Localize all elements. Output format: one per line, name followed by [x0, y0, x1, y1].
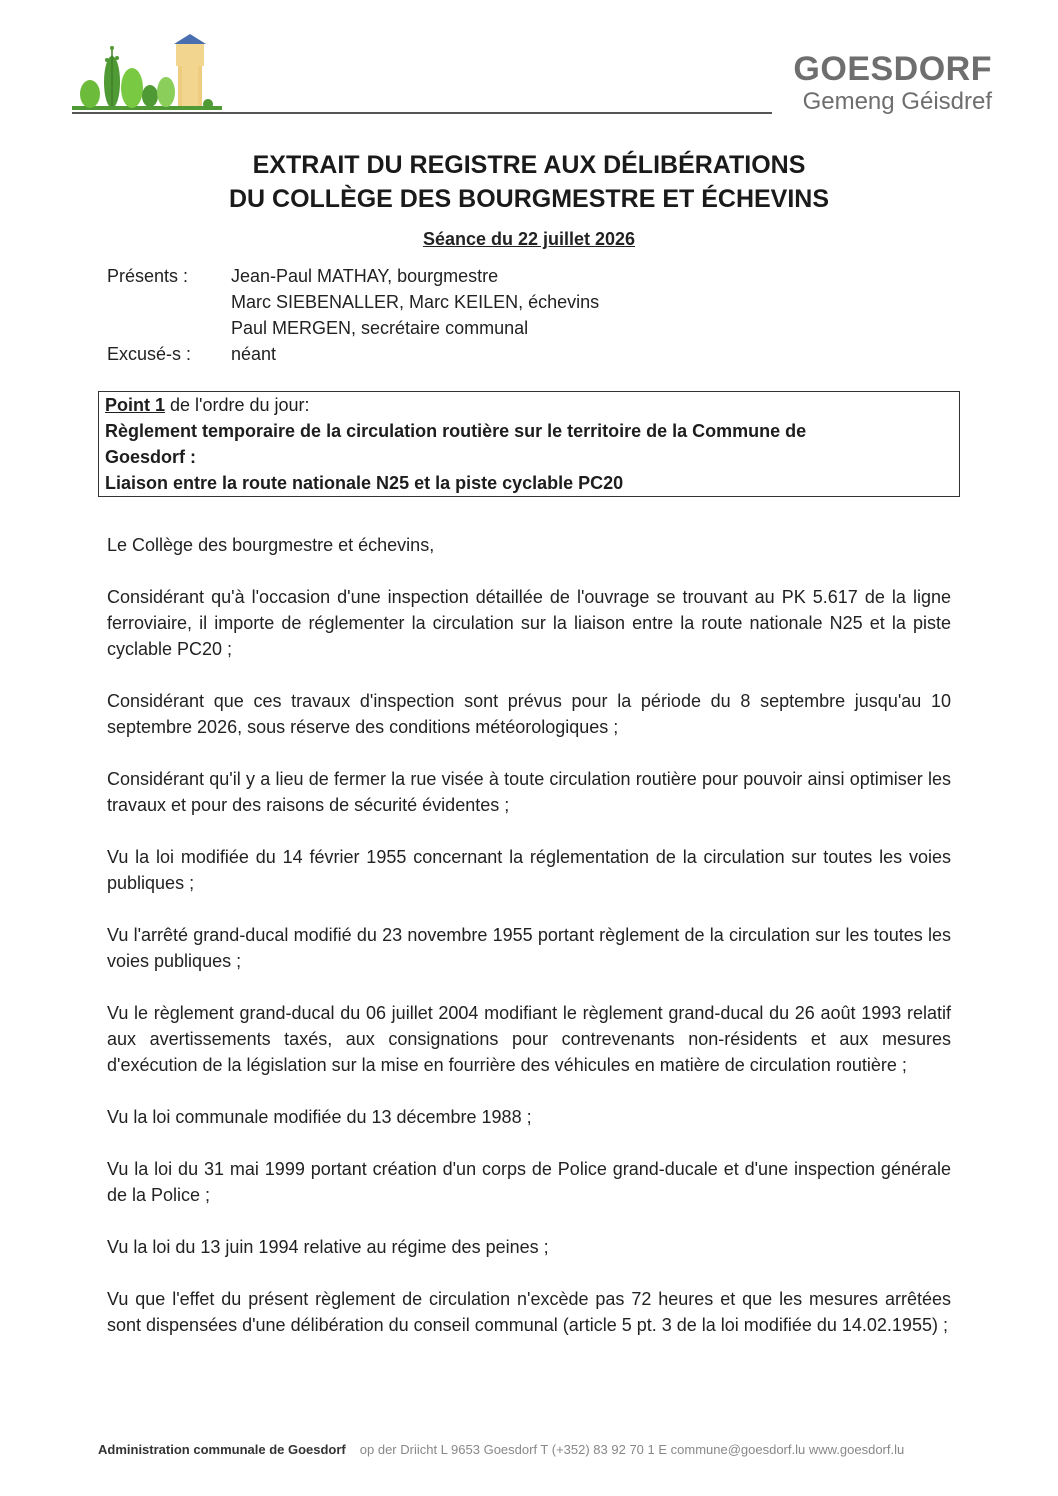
agenda-point-heading-rest: de l'ordre du jour: [165, 395, 310, 415]
agenda-point-box [98, 391, 960, 497]
paragraph: Vu le règlement grand-ducal du 06 juillet 2004 modifiant le règlement grand-ducal du 26 août 1993 relatif aux avertissements taxés, aux consignations pour contrevenants non-résidents et aux mesures d'exécution de la législation sur la mise en fourrière des véhicules en matière de circulation routière ; [107, 1003, 951, 1075]
present-member: Jean-Paul MATHAY, bourgmestre [231, 266, 499, 286]
footer-organization: Administration communale de Goesdorf [98, 1442, 346, 1457]
excused-label: Excusé-s : [107, 344, 192, 364]
commune-name: GOESDORF [793, 50, 992, 88]
commune-luxembourgish-name: Gemeng Géisdref [802, 88, 992, 115]
deliberation-body [107, 532, 951, 1364]
paragraph: Vu l'arrêté grand-ducal modifié du 23 novembre 1955 portant règlement de la circulation sur les toutes les voies publiques ; [107, 925, 951, 971]
paragraph: Vu la loi du 31 mai 1999 portant création d'un corps de Police grand-ducale et d'une inspection générale de la Police ; [107, 1159, 951, 1205]
agenda-subject-line: Règlement temporaire de la circulation routière sur le territoire de la Commune de [105, 421, 807, 441]
paragraph: Considérant qu'il y a lieu de fermer la rue visée à toute circulation routière pour pouvoir ainsi optimiser les travaux et pour des raisons de sécurité évidentes ; [107, 769, 951, 815]
agenda-subject-line: Liaison entre la route nationale N25 et la piste cyclable PC20 [105, 473, 624, 493]
agenda-point-number: Point 1 [105, 395, 166, 415]
paragraph: Vu la loi modifiée du 14 février 1955 concernant la réglementation de la circulation sur toutes les voies publiques ; [107, 847, 951, 893]
intro-paragraph: Le Collège des bourgmestre et échevins, [107, 535, 435, 555]
document-title [0, 148, 1058, 216]
paragraph: Vu la loi communale modifiée du 13 décembre 1988 ; [107, 1107, 532, 1127]
letterhead [0, 0, 1058, 130]
present-label: Présents : [107, 266, 189, 286]
paragraph: Considérant que ces travaux d'inspection sont prévus pour la période du 8 septembre jusqu'au 10 septembre 2026, sous réserve des conditions météorologiques ; [107, 691, 951, 737]
excused-value: néant [231, 344, 277, 364]
paragraph: Vu la loi du 13 juin 1994 relative au régime des peines ; [107, 1237, 549, 1257]
paragraph: Considérant qu'à l'occasion d'une inspection détaillée de l'ouvrage se trouvant au PK 5.617 de la ligne ferroviaire, il importe de réglementer la circulation sur la liaison entre la route nationale N25 et la piste cyclable PC20 ; [107, 587, 951, 659]
title-line-1: EXTRAIT DU REGISTRE AUX DÉLIBÉRATIONS [252, 151, 806, 179]
paragraph: Vu que l'effet du présent règlement de circulation n'excède pas 72 heures et que les mesures arrêtées sont dispensées d'une délibération du conseil communal (article 5 pt. 3 de la loi modifiée du 14.02.1955) ; [107, 1289, 951, 1335]
title-line-2: DU COLLÈGE DES BOURGMESTRE ET ÉCHEVINS [228, 185, 830, 213]
letterhead-rule [72, 112, 772, 114]
present-member: Marc SIEBENALLER, Marc KEILEN, échevins [231, 292, 600, 312]
session-date: Séance du 22 juillet 2026 [422, 229, 636, 249]
present-member: Paul MERGEN, secrétaire communal [231, 318, 529, 338]
footer [98, 1442, 988, 1457]
village-logo-icon [70, 30, 230, 120]
agenda-point-heading [105, 392, 953, 418]
footer-contact: op der Driicht L 9653 Goesdorf T (+352) 83 92 70 1 E commune@goesdorf.lu www.goesdorf.lu [359, 1442, 905, 1457]
agenda-subject-line: Goesdorf : [105, 447, 197, 467]
